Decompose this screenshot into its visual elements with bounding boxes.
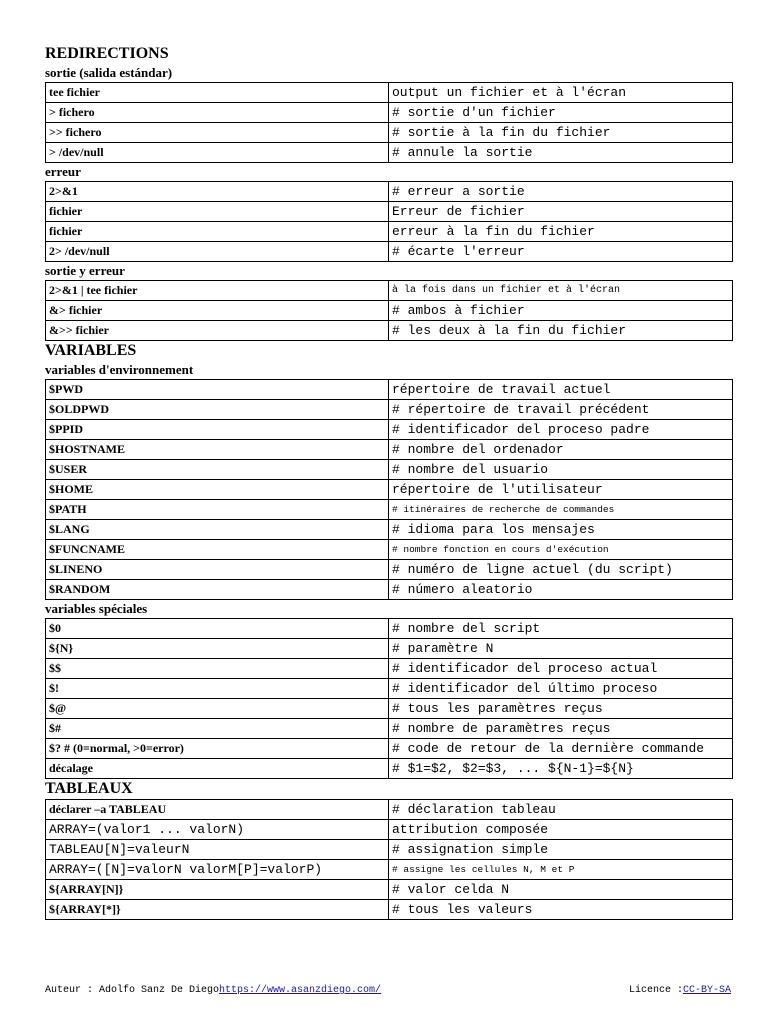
row-key: $0 bbox=[46, 619, 389, 639]
row-value: # sortie à la fin du fichier bbox=[389, 123, 733, 143]
row-value: Erreur de fichier bbox=[389, 202, 733, 222]
row-key: tee fichier bbox=[46, 83, 389, 103]
row-key: $# bbox=[46, 719, 389, 739]
row-key: décalage bbox=[46, 759, 389, 779]
author-text: Auteur : Adolfo Sanz De Diego bbox=[45, 985, 220, 996]
row-value: # ambos à fichier bbox=[389, 301, 733, 321]
row-value: # nombre del ordenador bbox=[389, 440, 733, 460]
row-key: $LINENO bbox=[46, 560, 389, 580]
page-footer bbox=[45, 984, 731, 998]
row-key: ARRAY=([N]=valorN valorM[P]=valorP) bbox=[46, 860, 389, 880]
reference-table bbox=[45, 799, 733, 920]
row-key: ${N} bbox=[46, 639, 389, 659]
row-key: $$ bbox=[46, 659, 389, 679]
table-row bbox=[46, 143, 733, 163]
table-row bbox=[46, 440, 733, 460]
table-row bbox=[46, 659, 733, 679]
table-row bbox=[46, 182, 733, 202]
table-row bbox=[46, 480, 733, 500]
row-value: # itinéraires de recherche de commandes bbox=[389, 500, 733, 520]
row-key: $USER bbox=[46, 460, 389, 480]
row-value: répertoire de travail actuel bbox=[389, 380, 733, 400]
row-value: # écarte l'erreur bbox=[389, 242, 733, 262]
table-row bbox=[46, 460, 733, 480]
row-key: TABLEAU[N]=valeurN bbox=[46, 840, 389, 860]
reference-table bbox=[45, 82, 733, 163]
table-row bbox=[46, 222, 733, 242]
table-row bbox=[46, 580, 733, 600]
row-value: # erreur a sortie bbox=[389, 182, 733, 202]
table-row bbox=[46, 679, 733, 699]
row-value: # nombre fonction en cours d'exécution bbox=[389, 540, 733, 560]
table-row bbox=[46, 699, 733, 719]
row-key: $LANG bbox=[46, 520, 389, 540]
reference-table bbox=[45, 618, 733, 779]
row-value: à la fois dans un fichier et à l'écran bbox=[389, 281, 733, 301]
table-row bbox=[46, 400, 733, 420]
row-value: répertoire de l'utilisateur bbox=[389, 480, 733, 500]
table-row bbox=[46, 242, 733, 262]
reference-table bbox=[45, 280, 733, 341]
table-row bbox=[46, 820, 733, 840]
row-value: # les deux à la fin du fichier bbox=[389, 321, 733, 341]
footer-license bbox=[629, 984, 731, 998]
row-key: $@ bbox=[46, 699, 389, 719]
row-value: # $1=$2, $2=$3, ... ${N-1}=${N} bbox=[389, 759, 733, 779]
table-row bbox=[46, 321, 733, 341]
section-title: VARIABLES bbox=[45, 342, 137, 359]
row-key: $OLDPWD bbox=[46, 400, 389, 420]
row-key: $? # (0=normal, >0=error) bbox=[46, 739, 389, 759]
row-value: # numéro de ligne actuel (du script) bbox=[389, 560, 733, 580]
row-key: déclarer –a TABLEAU bbox=[46, 800, 389, 820]
table-row bbox=[46, 520, 733, 540]
document-page bbox=[45, 44, 733, 920]
row-value: # assigne les cellules N, M et P bbox=[389, 860, 733, 880]
row-key: 2> /dev/null bbox=[46, 242, 389, 262]
row-value: # assignation simple bbox=[389, 840, 733, 860]
row-key: $! bbox=[46, 679, 389, 699]
row-key: fichier bbox=[46, 202, 389, 222]
table-row bbox=[46, 540, 733, 560]
table-row bbox=[46, 840, 733, 860]
row-key: &>> fichier bbox=[46, 321, 389, 341]
row-value: # déclaration tableau bbox=[389, 800, 733, 820]
reference-table bbox=[45, 181, 733, 262]
table-row bbox=[46, 739, 733, 759]
group-title: variables spéciales bbox=[45, 601, 148, 616]
table-row bbox=[46, 103, 733, 123]
table-row bbox=[46, 420, 733, 440]
footer-author bbox=[45, 984, 381, 998]
row-key: 2>&1 | tee fichier bbox=[46, 281, 389, 301]
row-key: > fichero bbox=[46, 103, 389, 123]
table-row bbox=[46, 719, 733, 739]
table-row bbox=[46, 380, 733, 400]
group-title: sortie y erreur bbox=[45, 263, 125, 278]
row-value: # nombre del usuario bbox=[389, 460, 733, 480]
table-row bbox=[46, 900, 733, 920]
table-row bbox=[46, 301, 733, 321]
row-key: $PPID bbox=[46, 420, 389, 440]
row-key: $HOME bbox=[46, 480, 389, 500]
row-key: ARRAY=(valor1 ... valorN) bbox=[46, 820, 389, 840]
row-value: # code de retour de la dernière commande bbox=[389, 739, 733, 759]
table-row bbox=[46, 560, 733, 580]
row-key: &> fichier bbox=[46, 301, 389, 321]
row-value: # sortie d'un fichier bbox=[389, 103, 733, 123]
row-key: $HOSTNAME bbox=[46, 440, 389, 460]
table-row bbox=[46, 123, 733, 143]
row-value: # tous les paramètres reçus bbox=[389, 699, 733, 719]
table-row bbox=[46, 281, 733, 301]
row-value: # identificador del último proceso bbox=[389, 679, 733, 699]
row-value: # identificador del proceso actual bbox=[389, 659, 733, 679]
row-key: ${ARRAY[*]} bbox=[46, 900, 389, 920]
section-title: REDIRECTIONS bbox=[45, 45, 169, 62]
row-key: >> fichero bbox=[46, 123, 389, 143]
row-value: # nombre del script bbox=[389, 619, 733, 639]
row-value: # nombre de paramètres reçus bbox=[389, 719, 733, 739]
table-row bbox=[46, 860, 733, 880]
row-key: > /dev/null bbox=[46, 143, 389, 163]
table-row bbox=[46, 619, 733, 639]
row-key: $PWD bbox=[46, 380, 389, 400]
table-row bbox=[46, 880, 733, 900]
table-row bbox=[46, 500, 733, 520]
table-row bbox=[46, 639, 733, 659]
table-row bbox=[46, 83, 733, 103]
row-value: # valor celda N bbox=[389, 880, 733, 900]
author-link[interactable]: https://www.asanzdiego.com/ bbox=[219, 985, 382, 996]
row-value: # répertoire de travail précédent bbox=[389, 400, 733, 420]
row-value: erreur à la fin du fichier bbox=[389, 222, 733, 242]
row-key: $PATH bbox=[46, 500, 389, 520]
group-title: erreur bbox=[45, 164, 81, 179]
row-key: 2>&1 bbox=[46, 182, 389, 202]
group-title: variables d'environnement bbox=[45, 362, 194, 377]
row-value: # annule la sortie bbox=[389, 143, 733, 163]
group-title: sortie (salida estándar) bbox=[45, 65, 173, 80]
table-row bbox=[46, 759, 733, 779]
row-key: ${ARRAY[N]} bbox=[46, 880, 389, 900]
row-value: # tous les valeurs bbox=[389, 900, 733, 920]
row-key: $RANDOM bbox=[46, 580, 389, 600]
row-key: $FUNCNAME bbox=[46, 540, 389, 560]
table-row bbox=[46, 202, 733, 222]
license-link[interactable]: CC-BY-SA bbox=[682, 985, 731, 996]
table-row bbox=[46, 800, 733, 820]
row-value: output un fichier et à l'écran bbox=[389, 83, 733, 103]
row-value: # identificador del proceso padre bbox=[389, 420, 733, 440]
section-title: TABLEAUX bbox=[45, 780, 133, 797]
row-value: # número aleatorio bbox=[389, 580, 733, 600]
row-value: attribution composée bbox=[389, 820, 733, 840]
reference-table bbox=[45, 379, 733, 600]
row-value: # paramètre N bbox=[389, 639, 733, 659]
license-text: Licence : bbox=[628, 985, 683, 996]
row-key: fichier bbox=[46, 222, 389, 242]
row-value: # idioma para los mensajes bbox=[389, 520, 733, 540]
